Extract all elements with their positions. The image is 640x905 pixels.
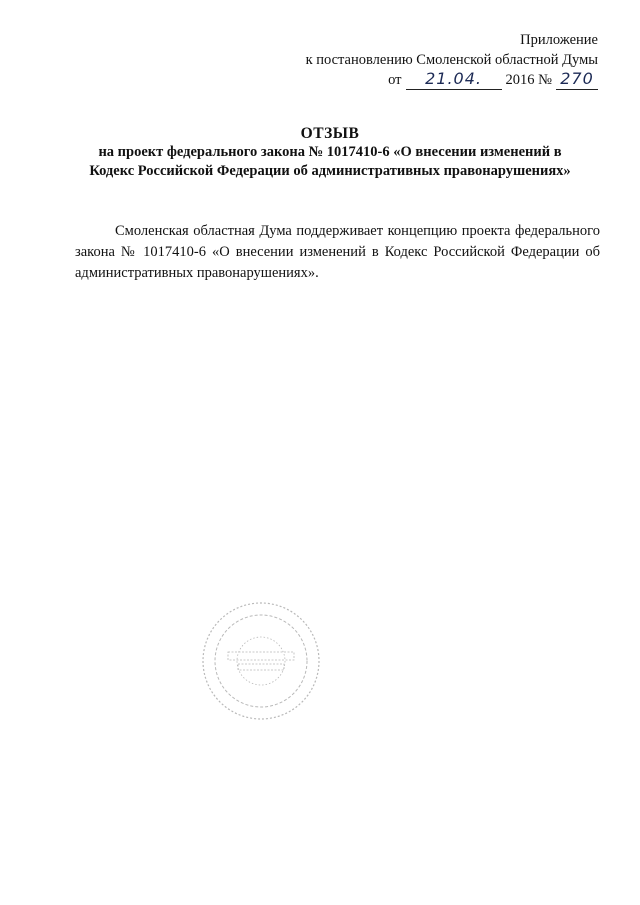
appendix-date-line [388,70,598,90]
body-paragraph: Смоленская областная Дума поддерживает концепцию проекта федерального закона № 1017410-6 «О внесении изменений в Кодекс Российской Федерации об административных правонарушениях». [75,222,600,281]
date-field [406,69,502,90]
seal-icon [200,600,322,722]
from-label: от [388,72,402,88]
handwritten-date: 21.04. [425,69,482,88]
appendix-resolution-ref: к постановлению Смоленской областной Думы [305,52,598,68]
year-label: 2016 № [505,72,552,88]
official-seal-stamp [200,600,322,722]
title-heading: ОТЗЫВ [300,125,360,142]
appendix-block [306,30,598,90]
document-title [60,124,600,181]
number-field [556,69,598,90]
appendix-label: Приложение [520,32,598,48]
handwritten-number: 270 [560,69,594,88]
title-line-1: на проект федерального закона № 1017410-6 «О внесении изменений в [98,144,562,160]
title-line-2: Кодекс Российской Федерации об административных правонарушениях» [89,163,571,179]
